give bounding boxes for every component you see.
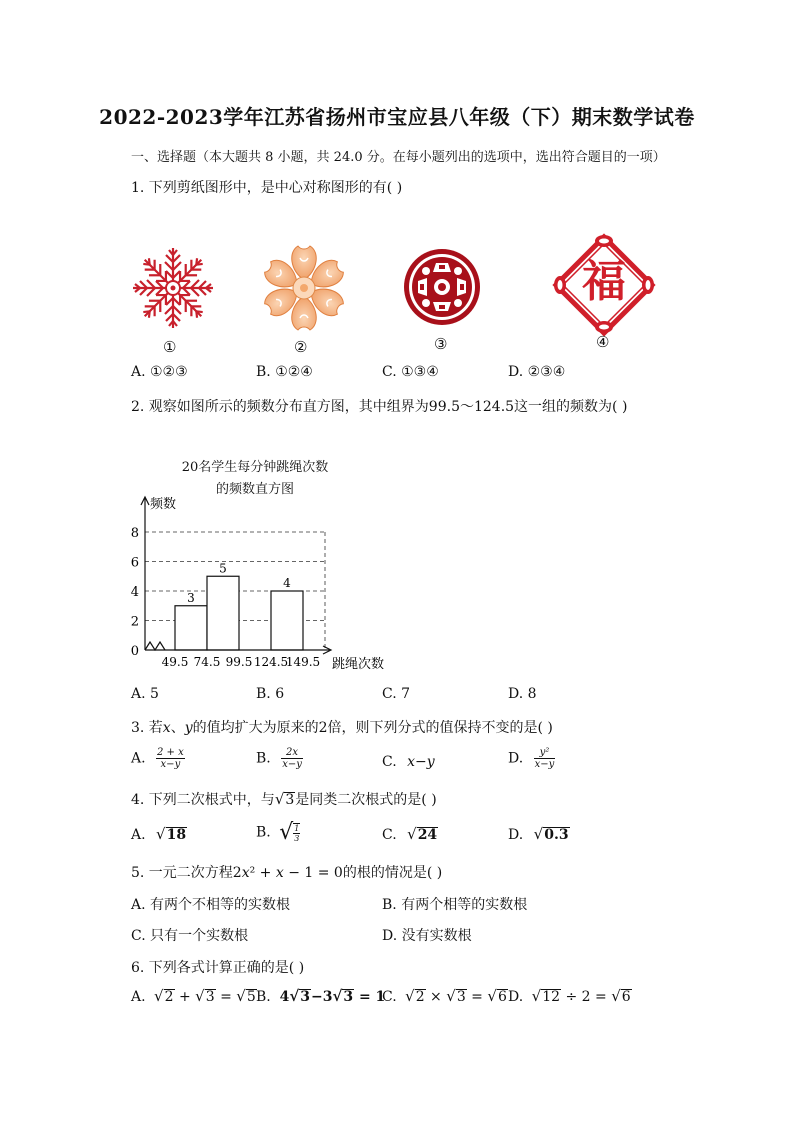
histogram-bar-3: [271, 591, 303, 650]
y-tick-label-0: 0: [130, 644, 139, 659]
question-5-option-b[interactable]: B. 有两个相等的实数根: [382, 897, 528, 913]
section-heading: 一、选择题（本大题共 8 小题，共 24.0 分。在每小题列出的选项中，选出符合题目的一项）: [131, 150, 666, 165]
radicand: 6: [621, 989, 631, 1005]
radicand: 3: [456, 989, 466, 1005]
question-2-option-c[interactable]: C. 7: [382, 686, 411, 702]
option-letter: C.: [382, 989, 397, 1005]
radicand: 2: [415, 989, 425, 1005]
option-letter: C.: [382, 754, 397, 770]
option-letter: A.: [131, 989, 146, 1005]
option-expression: 𝑥−𝑦: [407, 754, 435, 770]
fraction-numerator: 2𝑥: [281, 747, 303, 759]
question-5-option-c[interactable]: C. 只有一个实数根: [131, 928, 249, 944]
snowflake-papercut-image: [130, 245, 216, 331]
fu-character: 福: [582, 256, 626, 307]
radicand: 12: [542, 989, 561, 1005]
question-5-stem: 5. 一元二次方程2𝑥² + 𝑥 − 1 = 0的根的情况是( ): [131, 865, 443, 881]
question-5-option-d[interactable]: D. 没有实数根: [382, 928, 472, 944]
x-tick-label-3: 124.5: [253, 655, 289, 669]
fraction-denominator: 𝑥−𝑦: [282, 759, 302, 770]
option-letter: B.: [256, 750, 271, 767]
question-5-option-a[interactable]: A. 有两个不相等的实数根: [131, 897, 291, 913]
figure-label-1: ①: [163, 338, 177, 356]
fraction-denominator: 3: [294, 833, 300, 843]
radicand: 3: [205, 989, 215, 1005]
y-tick-label-2: 2: [130, 614, 139, 630]
operator: = 1: [354, 989, 386, 1005]
chart-title-line-2: 的频数直方图: [215, 482, 294, 497]
operator: +: [174, 989, 196, 1005]
question-4-option-a[interactable]: A. √18: [131, 825, 187, 843]
radicand: 3: [343, 989, 354, 1005]
question-2-option-a[interactable]: A. 5: [131, 686, 159, 702]
stem-text: 4. 下列二次根式中，与: [131, 792, 275, 808]
question-3-option-d[interactable]: [508, 747, 555, 770]
radicand: 2: [164, 989, 174, 1005]
question-4-option-d[interactable]: D. √0.3: [508, 825, 569, 843]
chart-title-line-1: 20名学生每分钟跳绳次数: [181, 460, 329, 475]
question-1-option-a[interactable]: A. ①②③: [131, 364, 188, 380]
radicand: 3: [300, 989, 310, 1005]
option-letter: D.: [508, 989, 524, 1005]
figure-label-3: ③: [434, 335, 448, 353]
question-6-option-a[interactable]: A. √2 + √3 = √5: [131, 987, 256, 1005]
radicand: 24: [417, 827, 438, 843]
question-4-stem: 4. 下列二次根式中，与√3是同类二次根式的是( ): [131, 790, 437, 808]
question-3-stem: 3. 若𝑥、𝑦的值均扩大为原来的2倍，则下列分式的值保持不变的是( ): [131, 720, 553, 736]
histogram-bar-0: [175, 606, 207, 650]
y-tick-label-6: 6: [130, 555, 139, 571]
x-tick-label-2: 99.5: [225, 655, 253, 669]
radicand: 5: [246, 989, 256, 1005]
flower-papercut-image: [259, 243, 349, 333]
question-1-stem: 1. 下列剪纸图形中，是中心对称图形的有( ): [131, 180, 403, 196]
operator: ÷ 2 =: [561, 989, 612, 1005]
question-4-option-c[interactable]: C. √24: [382, 825, 438, 843]
fraction-denominator: 𝑥−𝑦: [160, 759, 181, 770]
fraction-numerator: 𝑦²: [534, 747, 556, 759]
option-letter: D.: [508, 827, 524, 843]
operator: −3: [310, 989, 333, 1005]
radicand: 0.3: [544, 827, 569, 843]
option-letter: B.: [256, 824, 271, 841]
figure-label-2: ②: [294, 338, 308, 356]
stem-text: 是同类二次根式的是( ): [295, 792, 437, 808]
x-tick-label-0: 49.5: [161, 655, 189, 669]
question-2-stem: 2. 观察如图所示的频数分布直方图，其中组界为99.5～124.5这一组的频数为( ): [131, 399, 628, 415]
question-6-option-b[interactable]: B. 4√3−3√3 = 1: [256, 987, 386, 1005]
bar-data-label-3: 4: [283, 576, 291, 590]
question-1-option-b[interactable]: B. ①②④: [256, 364, 313, 380]
question-3-option-a[interactable]: [131, 747, 185, 770]
operator: ×: [425, 989, 447, 1005]
operator: =: [215, 989, 237, 1005]
operator: =: [466, 989, 488, 1005]
question-6-option-c[interactable]: C. √2 × √3 = √6: [382, 987, 507, 1005]
histogram-chart: [120, 490, 410, 680]
x-axis-label: 跳绳次数: [332, 657, 385, 672]
bar-data-label-0: 3: [187, 590, 195, 605]
emblem-papercut-image: [402, 247, 482, 327]
radicand: 18: [166, 827, 187, 843]
question-3-option-b[interactable]: [256, 747, 303, 770]
question-6-option-d[interactable]: D. √12 ÷ 2 = √6: [508, 987, 631, 1005]
histogram-bar-1: [207, 576, 239, 650]
fraction-denominator: 𝑥−𝑦: [534, 759, 555, 770]
option-letter: B.: [256, 989, 271, 1005]
option-letter: D.: [508, 750, 524, 767]
question-1-option-c[interactable]: C. ①③④: [382, 364, 439, 380]
y-axis-label: 频数: [150, 497, 177, 512]
x-axis-break: [145, 642, 165, 650]
question-2-option-d[interactable]: D. 8: [508, 686, 537, 702]
x-tick-label-4: 149.5: [285, 655, 321, 669]
bar-data-label-1: 5: [219, 561, 227, 576]
fraction-numerator: 1: [294, 823, 300, 833]
figure-label-4: ④: [596, 333, 610, 351]
question-4-option-b[interactable]: B. √ $\frac{1}{3}$: [256, 820, 300, 845]
fraction-numerator: 2 + 𝑥: [157, 747, 184, 758]
question-1-option-d[interactable]: D. ②③④: [508, 364, 566, 380]
option-letter: C.: [382, 827, 397, 843]
option-letter: A.: [131, 827, 146, 843]
x-tick-label-1: 74.5: [193, 655, 221, 669]
coefficient: 4: [279, 989, 290, 1005]
option-letter: A.: [131, 750, 146, 767]
page-title: 2022-2023学年江苏省扬州市宝应县八年级（下）期末数学试卷: [99, 105, 695, 129]
y-tick-label-8: 8: [130, 526, 139, 541]
question-6-stem: 6. 下列各式计算正确的是( ): [131, 960, 305, 976]
question-3-option-c[interactable]: [382, 754, 435, 770]
question-2-option-b[interactable]: B. 6: [256, 686, 285, 702]
y-tick-label-4: 4: [130, 585, 139, 600]
radicand: 3: [285, 792, 295, 808]
radicand: 6: [497, 989, 507, 1005]
